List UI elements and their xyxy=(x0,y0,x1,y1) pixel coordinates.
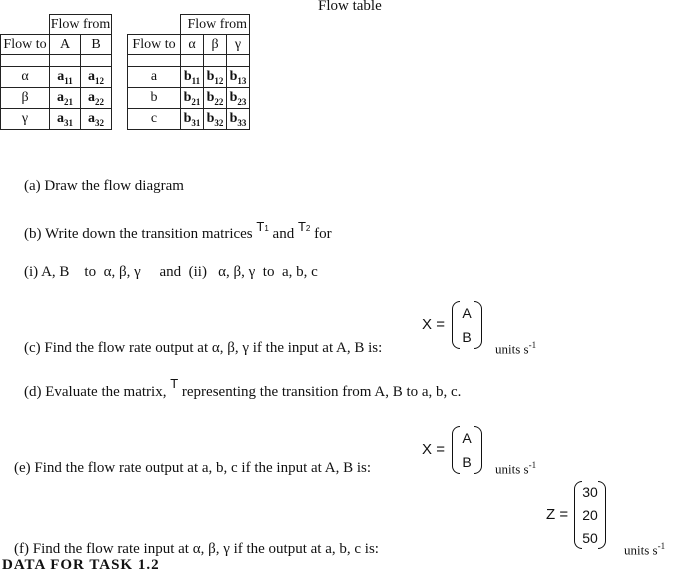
row-label: β xyxy=(1,88,50,109)
question-c: (c) Find the flow rate output at α, β, γ if the input at A, B is: xyxy=(24,340,383,356)
table-row xyxy=(128,67,250,88)
table2-col-header: α xyxy=(181,35,204,55)
question-b-parts: (i) A, B to α, β, γ and (ii) α, β, γ to a, b, c xyxy=(24,264,318,280)
vector-value: B xyxy=(462,454,472,470)
units-z: units $s^{-1}$ xyxy=(624,541,666,558)
question-a: (a) Draw the flow diagram xyxy=(24,178,184,194)
table-cell: $a_{31}$ xyxy=(50,109,81,130)
vector-x1-label: X = xyxy=(422,316,445,333)
table-row xyxy=(1,88,112,109)
vector-x2-label: X = xyxy=(422,441,445,458)
table-cell: $a_{21}$ xyxy=(50,88,81,109)
row-label: γ xyxy=(1,109,50,130)
units-x2: units $s^{-1}$ xyxy=(495,460,537,477)
table-row xyxy=(128,88,250,109)
table1-col-header: B xyxy=(81,35,112,55)
row-label: α xyxy=(1,67,50,88)
vector-value: 50 xyxy=(582,529,598,546)
question-f: (f) Find the flow rate input at α, β, γ if the output at a, b, c is: xyxy=(14,541,379,557)
question-d: (d) Evaluate the matrix, T representing the transition from A, B to a, b, c. xyxy=(24,376,462,400)
question-b: (b) Write down the transition matrices T1 and T2 for xyxy=(24,219,332,242)
table-cell: $b_{11}$ xyxy=(181,67,204,88)
cut-off-text: DATA FOR TASK 1.2 xyxy=(2,557,160,573)
vector-value: A xyxy=(462,430,472,446)
vector-z-label: Z = xyxy=(546,506,569,523)
vector-z xyxy=(574,481,606,549)
flow-table-2 xyxy=(127,14,250,130)
table-row xyxy=(1,109,112,130)
table1-col-header: A xyxy=(50,35,81,55)
table2-col-header: β xyxy=(204,35,227,55)
vector-value: 20 xyxy=(582,506,598,523)
table-cell: $a_{22}$ xyxy=(81,88,112,109)
table-row xyxy=(1,67,112,88)
vector-value: B xyxy=(462,329,472,345)
table-row xyxy=(128,109,250,130)
table-cell: $b_{23}$ xyxy=(227,88,250,109)
table-cell: $b_{31}$ xyxy=(181,109,204,130)
table-cell: $a_{11}$ xyxy=(50,67,81,88)
table-cell: $b_{33}$ xyxy=(227,109,250,130)
row-label: a xyxy=(128,67,181,88)
row-label: b xyxy=(128,88,181,109)
table-cell: $b_{12}$ xyxy=(204,67,227,88)
table1-corner xyxy=(1,15,50,35)
vector-value: 30 xyxy=(582,484,598,501)
table2-corner xyxy=(128,15,181,35)
table-cell: $b_{32}$ xyxy=(204,109,227,130)
table2-group-header: Flow from xyxy=(181,15,250,35)
flow-table-title: Flow table xyxy=(318,0,382,14)
vector-x2 xyxy=(452,426,482,474)
vector-value: A xyxy=(462,305,472,321)
table-cell: $b_{22}$ xyxy=(204,88,227,109)
table1-group-header: Flow from xyxy=(50,15,112,35)
flow-table-1 xyxy=(0,14,112,130)
table2-row-header: Flow to xyxy=(128,35,181,55)
table-cell: $a_{12}$ xyxy=(81,67,112,88)
units-x1: units $s^{-1}$ xyxy=(495,340,537,357)
vector-x1 xyxy=(452,301,482,349)
row-label: c xyxy=(128,109,181,130)
table-cell: $b_{13}$ xyxy=(227,67,250,88)
question-e: (e) Find the flow rate output at a, b, c if the input at A, B is: xyxy=(14,460,372,476)
table1-row-header: Flow to xyxy=(1,35,50,55)
table-cell: $b_{21}$ xyxy=(181,88,204,109)
table-cell: $a_{32}$ xyxy=(81,109,112,130)
table2-col-header: γ xyxy=(227,35,250,55)
